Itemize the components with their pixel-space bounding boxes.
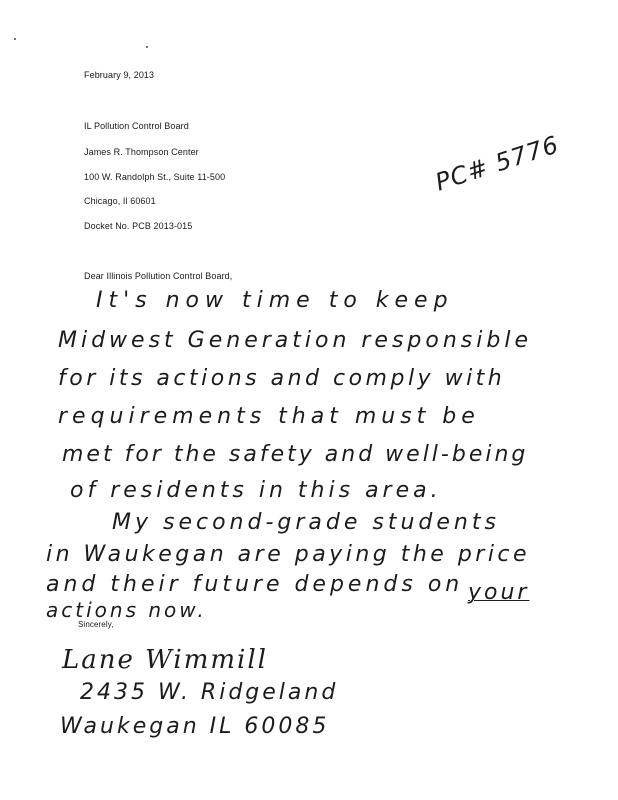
scan-speck: [146, 46, 148, 48]
signature-address-line-1: 2435 W. Ridgeland: [80, 680, 339, 705]
recipient-line-1: IL Pollution Control Board: [84, 121, 189, 131]
recipient-line-2: James R. Thompson Center: [84, 147, 199, 157]
handwritten-line-6: of residents in this area.: [70, 478, 442, 503]
handwritten-emphasis-word: your: [468, 580, 530, 605]
handwritten-line-9: and their future depends on: [46, 572, 464, 597]
signature-name: Lane Wimmill: [62, 645, 268, 675]
handwritten-line-10: actions now.: [46, 598, 207, 622]
recipient-line-3: 100 W. Randolph St., Suite 11-500: [84, 172, 226, 182]
docket-stamp: PC# 5776: [432, 130, 563, 197]
closing: Sincerely,: [78, 620, 114, 629]
handwritten-line-5: met for the safety and well-being: [62, 442, 529, 467]
handwritten-line-4: requirements that must be: [58, 404, 480, 429]
handwritten-line-1: It's now time to keep: [96, 288, 454, 313]
handwritten-line-7: My second-grade students: [112, 510, 500, 535]
salutation: Dear Illinois Pollution Control Board,: [84, 271, 233, 281]
handwritten-line-8: in Waukegan are paying the price: [46, 542, 531, 567]
handwritten-line-3: for its actions and comply with: [58, 366, 506, 391]
handwritten-line-2: Midwest Generation responsible: [58, 328, 532, 353]
signature-address-line-2: Waukegan IL 60085: [60, 714, 330, 739]
recipient-line-4: Chicago, Il 60601: [84, 196, 156, 206]
letter-date: February 9, 2013: [84, 70, 155, 80]
docket-number: Docket No. PCB 2013-015: [84, 221, 193, 231]
scan-speck: [14, 38, 16, 40]
